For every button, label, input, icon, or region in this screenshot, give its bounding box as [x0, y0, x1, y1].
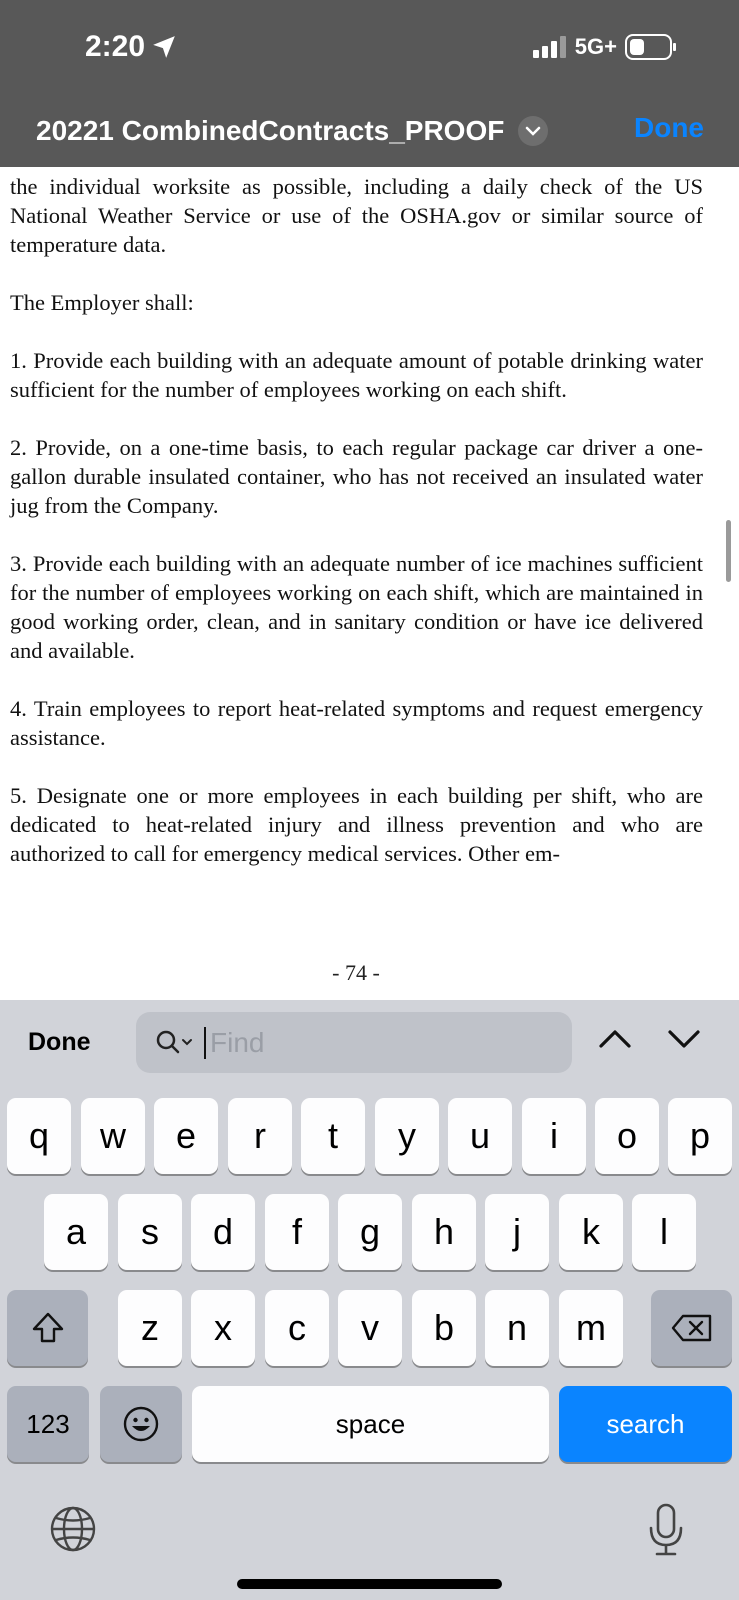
- key-w[interactable]: w: [81, 1098, 145, 1174]
- chevron-down-icon: [525, 126, 541, 136]
- key-s[interactable]: s: [118, 1194, 182, 1270]
- shift-key[interactable]: [7, 1290, 88, 1366]
- globe-icon[interactable]: [48, 1504, 98, 1554]
- document-view[interactable]: [0, 140, 739, 1000]
- key-f[interactable]: f: [265, 1194, 329, 1270]
- key-v[interactable]: v: [338, 1290, 402, 1366]
- paragraph: The Employer shall:: [10, 290, 194, 315]
- search-key[interactable]: search: [559, 1386, 732, 1462]
- scroll-indicator[interactable]: [726, 520, 731, 582]
- key-l[interactable]: l: [632, 1194, 696, 1270]
- key-n[interactable]: n: [485, 1290, 549, 1366]
- find-bar: [0, 1000, 739, 1084]
- key-a[interactable]: a: [44, 1194, 108, 1270]
- microphone-icon[interactable]: [646, 1502, 686, 1558]
- space-key[interactable]: space: [192, 1386, 549, 1462]
- emoji-icon: [122, 1405, 160, 1443]
- delete-key[interactable]: [651, 1290, 732, 1366]
- key-x[interactable]: x: [191, 1290, 255, 1366]
- title-menu-button[interactable]: [518, 116, 548, 146]
- paragraph: 1. Provide each building with an adequate amount of potable drinking water sufficient for the number of employees working on each shift.: [10, 348, 703, 402]
- key-t[interactable]: t: [301, 1098, 365, 1174]
- key-c[interactable]: c: [265, 1290, 329, 1366]
- key-r[interactable]: r: [228, 1098, 292, 1174]
- key-b[interactable]: b: [412, 1290, 476, 1366]
- paragraph: 4. Train employees to report heat-related symptoms and request emergency assistance.: [10, 696, 703, 750]
- document-text: [10, 172, 703, 897]
- status-time: [85, 30, 177, 64]
- paragraph: 5. Designate one or more employees in each building per shift, who are dedicated to heat-related injury and illness prevention and who are authorized to call for emergency medical services. Other em-: [10, 783, 703, 866]
- top-bar: [0, 0, 739, 167]
- key-h[interactable]: h: [412, 1194, 476, 1270]
- location-arrow-icon: [151, 34, 177, 60]
- key-k[interactable]: k: [559, 1194, 623, 1270]
- key-o[interactable]: o: [595, 1098, 659, 1174]
- key-z[interactable]: z: [118, 1290, 182, 1366]
- time-label: 2:20: [85, 30, 146, 63]
- key-i[interactable]: i: [522, 1098, 586, 1174]
- status-indicators: [533, 34, 677, 60]
- key-p[interactable]: p: [668, 1098, 732, 1174]
- chevron-up-icon[interactable]: [597, 1026, 633, 1050]
- find-field[interactable]: [136, 1012, 572, 1073]
- search-options-icon[interactable]: [154, 1028, 194, 1058]
- shift-icon: [30, 1310, 66, 1346]
- key-q[interactable]: q: [7, 1098, 71, 1174]
- key-d[interactable]: d: [191, 1194, 255, 1270]
- paragraph: the individual worksite as possible, including a daily check of the US National Weather Service or use of the OSHA.gov or similar source of temperature data.: [10, 174, 703, 257]
- find-input[interactable]: [204, 1027, 544, 1059]
- signal-icon: [533, 36, 567, 58]
- key-y[interactable]: y: [375, 1098, 439, 1174]
- key-g[interactable]: g: [338, 1194, 402, 1270]
- document-title[interactable]: 20221 CombinedContracts_PROOF: [36, 115, 505, 146]
- numbers-key[interactable]: 123: [7, 1386, 89, 1462]
- paragraph: 3. Provide each building with an adequate number of ice machines sufficient for the number of employees working on each shift, which are maintained in good working order, clean, and in sanitary condition or have ice delivered and available.: [10, 551, 703, 663]
- backspace-icon: [671, 1313, 713, 1343]
- key-m[interactable]: m: [559, 1290, 623, 1366]
- key-j[interactable]: j: [485, 1194, 549, 1270]
- battery-icon: [625, 34, 677, 60]
- network-label: 5G+: [574, 34, 617, 59]
- key-u[interactable]: u: [448, 1098, 512, 1174]
- key-e[interactable]: e: [154, 1098, 218, 1174]
- page-number: - 74 -: [332, 960, 380, 985]
- home-indicator[interactable]: [237, 1579, 502, 1589]
- done-button[interactable]: Done: [634, 112, 704, 143]
- paragraph: 2. Provide, on a one-time basis, to each regular package car driver a one-gallon durable insulated container, who has not received an insulated water jug from the Company.: [10, 435, 703, 518]
- keyboard: [0, 1084, 739, 1600]
- chevron-down-icon[interactable]: [666, 1026, 702, 1050]
- document-title-row[interactable]: [36, 110, 704, 152]
- emoji-key[interactable]: [100, 1386, 182, 1462]
- find-done-button[interactable]: Done: [28, 1028, 91, 1056]
